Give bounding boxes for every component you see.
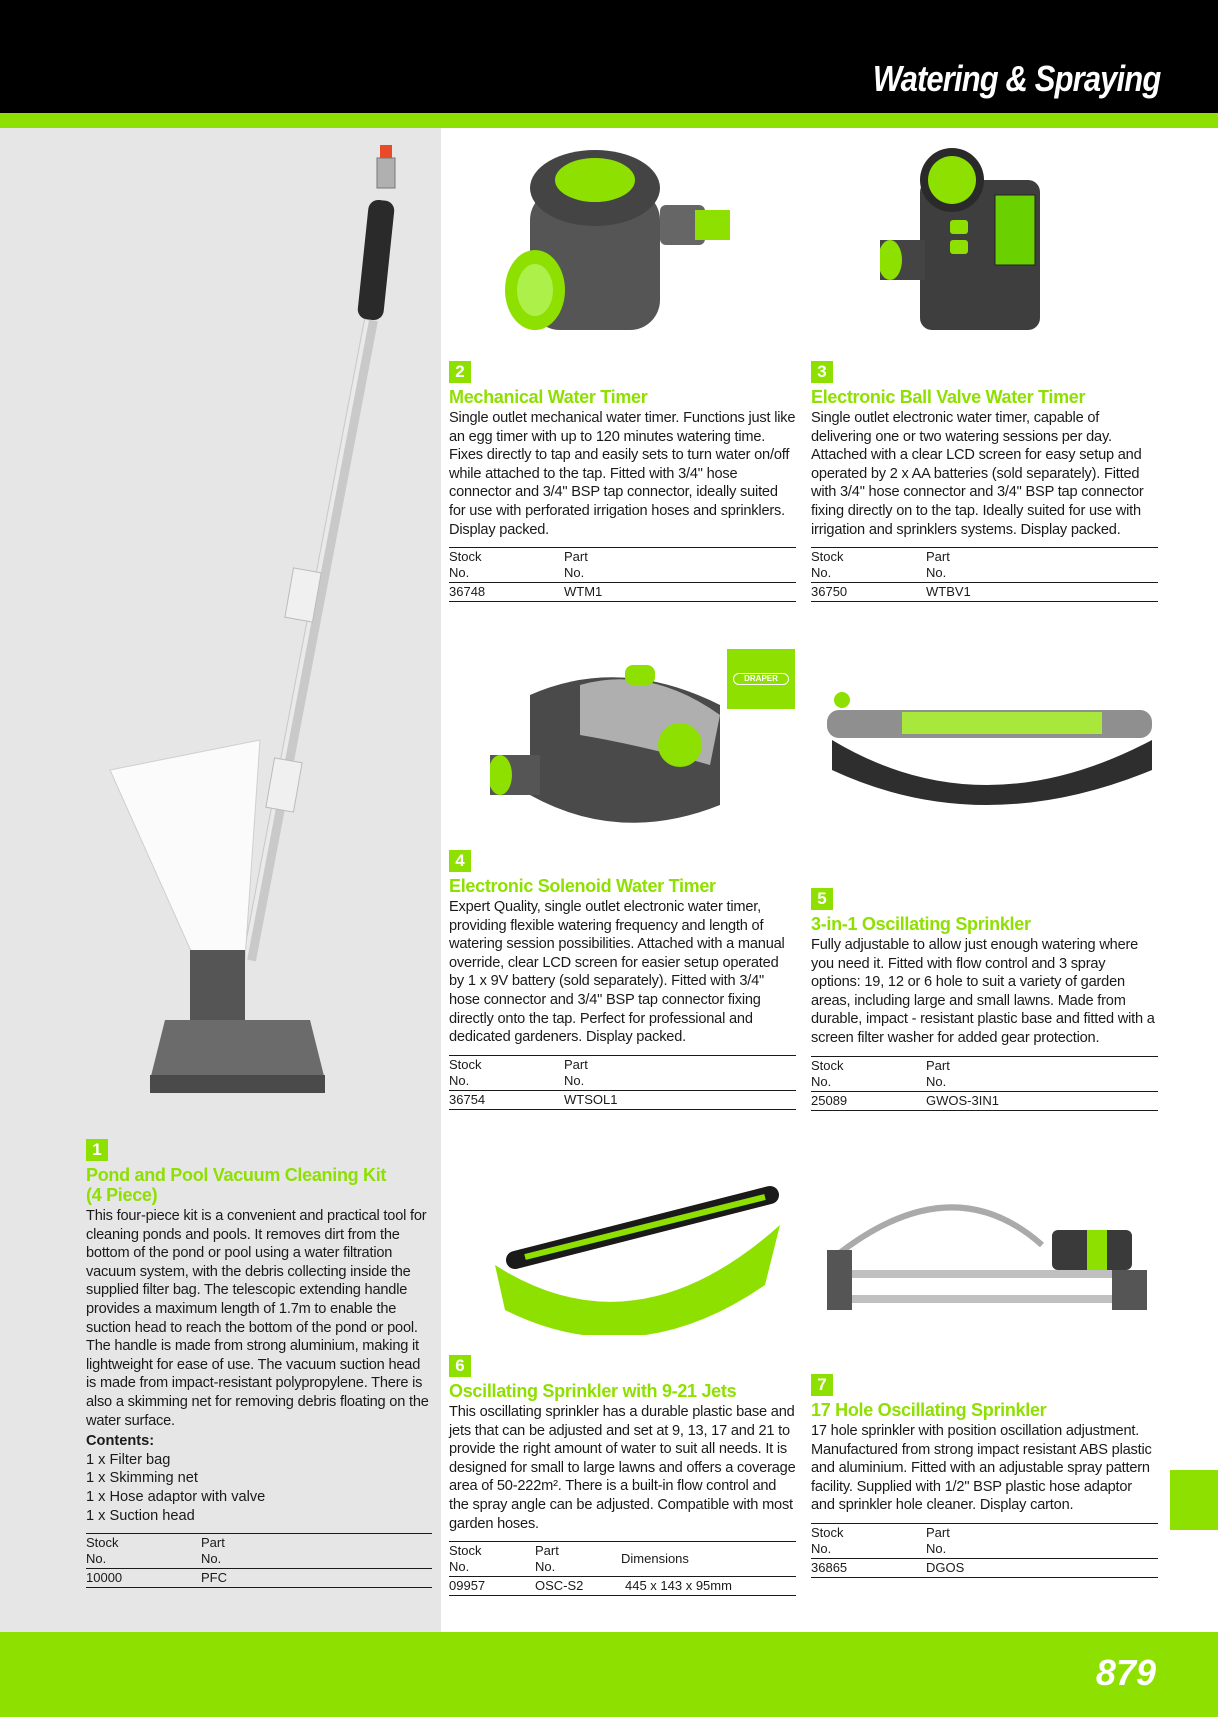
side-index-tab <box>1170 1470 1218 1530</box>
product-5 <box>811 888 1158 1111</box>
section-title: Watering & Spraying <box>872 58 1160 99</box>
product-title: 17 Hole Oscillating Sprinkler <box>811 1400 1047 1420</box>
product-title-line: Pond and Pool Vacuum Cleaning Kit <box>86 1165 387 1185</box>
three-in-one-sprinkler-image <box>812 680 1157 820</box>
product-description: Single outlet electronic water timer, capable of delivering one or two watering sessions per day. Attached with a clear LCD screen for easy setup and operated by 2 x AA batteries (sold separately). Fitted with 3/4" hose connector and 3/4" BSP tap connector fixing directly on to the tap. Ideally suited for use with irrigation and sprinklers systems. Display packed. <box>811 410 1144 538</box>
contents-item: 1 x Filter bag <box>86 1451 171 1468</box>
contents-item: 1 x Suction head <box>86 1507 195 1524</box>
jets-sprinkler-image <box>485 1175 785 1335</box>
product-title: Mechanical Water Timer <box>449 387 648 407</box>
stock-no: 25089 <box>811 1092 848 1108</box>
header-stripe <box>0 113 1218 128</box>
part-no: DGOS <box>926 1559 965 1575</box>
spec-table <box>811 1523 1158 1578</box>
part-header: Part No. <box>564 1056 588 1088</box>
page-number: 879 <box>1095 1652 1156 1693</box>
part-no: PFC <box>201 1570 227 1586</box>
product-6 <box>449 1355 796 1596</box>
table-row <box>86 1569 432 1588</box>
product-title-line: (4 Piece) <box>86 1185 158 1205</box>
spec-table <box>449 547 796 602</box>
product-description: This oscillating sprinkler has a durable plastic base and jets that can be adjusted and set at 9, 13, 17 and 21 to provide the right amount of water to suit all needs. It is designed for small to large lawns and offers a coverage area of 50-222m². There is a built-in flow control and the spray angle can be adjusted. Compatible with most garden hoses. <box>449 1404 796 1532</box>
part-no: OSC-S2 <box>535 1578 584 1594</box>
product-number-badge: 6 <box>449 1355 471 1377</box>
dimensions-header: Dimensions <box>621 1551 689 1567</box>
product-7 <box>811 1374 1158 1578</box>
seventeen-hole-sprinkler-image <box>812 1185 1157 1320</box>
product-description: Expert Quality, single outlet electronic water timer, providing flexible watering frequency and length of watering session possibilities. Attached with a manual override, clear LCD screen for easier setup operated by 1 x 9V battery (sold separately). Fitted with 3/4" hose connector and 3/4" BSP tap connector fixing directly onto the tap. Perfect for professional and dedicated gardeners. Display packed. <box>449 899 785 1046</box>
dimensions-value: 445 x 143 x 95mm <box>625 1578 732 1594</box>
stock-no: 09957 <box>449 1578 486 1594</box>
product-3 <box>811 361 1158 602</box>
table-row <box>811 583 1158 602</box>
stock-header: Stock No. <box>449 1056 482 1088</box>
product-number-badge: 3 <box>811 361 833 383</box>
contents-heading: Contents: <box>86 1433 155 1450</box>
product-description: This four-piece kit is a convenient and practical tool for cleaning ponds and pools. It removes dirt from the bottom of the pond or pool using a water filtration vacuum system, with the debris collecting inside the supplied filter bag. The telescopic extending handle provides a maximum length of 1.7m to enable the suction head to reach the bottom of the pond or pool. The handle is made from strong aluminium, making it lightweight for ease of use. The vacuum suction head is made from impact-resistant polypropylene. There is also a skimming net for removing debris floating on the water surface. <box>86 1208 429 1429</box>
spec-table <box>811 1056 1158 1111</box>
product-number-badge: 1 <box>86 1139 108 1161</box>
part-no: WTM1 <box>564 584 603 600</box>
product-description: Fully adjustable to allow just enough watering where you need it. Fitted with flow control and 3 spray options: 19, 12 or 6 hole to suit a variety of garden areas, including large and small lawns. Made from durable, impact - resistant plastic base and fitted with a screen filter washer for added gear protection. <box>811 937 1155 1046</box>
spec-table <box>811 547 1158 602</box>
draper-brand-label: DRAPER <box>733 673 789 685</box>
product-description: Single outlet mechanical water timer. Functions just like an egg timer with up to 120 minutes watering time. Fixes directly to tap and easily sets to turn water on/off while attached to the tap. Fitted with 3/4" hose connector and 3/4" BSP tap connector, ideally suited for use with perforated irrigation hoses and sprinklers. Display packed. <box>449 410 796 538</box>
draper-expert-badge <box>727 649 795 709</box>
ball-valve-timer-image <box>880 140 1060 350</box>
mechanical-timer-image <box>490 140 740 345</box>
part-header: Part No. <box>535 1543 559 1575</box>
part-no: WTBV1 <box>926 584 971 600</box>
product-description: 17 hole sprinkler with position oscillation adjustment. Manufactured from strong impact resistant ABS plastic and aluminium. Fitted with an adjustable spray pattern facility. Supplied with 1/2" BSP plastic hose adaptor and sprinkler hole cleaner. Display carton. <box>811 1423 1152 1514</box>
part-no: WTSOL1 <box>564 1091 618 1107</box>
product-number-badge: 4 <box>449 850 471 872</box>
stock-header: Stock No. <box>449 549 482 581</box>
stock-no: 36754 <box>449 1091 486 1107</box>
product-title: Electronic Solenoid Water Timer <box>449 876 716 896</box>
contents-list <box>86 1451 432 1525</box>
solenoid-timer-image <box>490 655 740 840</box>
contents-item: 1 x Hose adaptor with valve <box>86 1488 266 1505</box>
product-2 <box>449 361 796 602</box>
stock-no: 36865 <box>811 1559 848 1575</box>
stock-header: Stock No. <box>449 1543 482 1575</box>
product-title <box>86 1165 432 1205</box>
product-1 <box>86 1139 432 1588</box>
part-header: Part No. <box>564 549 588 581</box>
table-row <box>449 1577 796 1596</box>
table-row <box>449 1090 796 1109</box>
page-header <box>0 0 1218 113</box>
part-header: Part No. <box>201 1535 225 1567</box>
stock-header: Stock No. <box>86 1535 119 1567</box>
stock-header: Stock No. <box>811 1057 844 1089</box>
product-number-badge: 5 <box>811 888 833 910</box>
spec-table <box>449 1541 796 1596</box>
part-header: Part No. <box>926 549 950 581</box>
page-footer <box>0 1632 1218 1717</box>
product-number-badge: 7 <box>811 1374 833 1396</box>
part-header: Part No. <box>926 1524 950 1556</box>
product-title: 3-in-1 Oscillating Sprinkler <box>811 914 1031 934</box>
table-row <box>811 1091 1158 1110</box>
stock-header: Stock No. <box>811 549 844 581</box>
product-number-badge: 2 <box>449 361 471 383</box>
part-no: GWOS-3IN1 <box>926 1092 999 1108</box>
pond-vacuum-image <box>95 140 435 1110</box>
table-row <box>449 583 796 602</box>
product-title: Electronic Ball Valve Water Timer <box>811 387 1086 407</box>
stock-header: Stock No. <box>811 1524 844 1556</box>
stock-no: 36748 <box>449 584 486 600</box>
stock-no: 10000 <box>86 1570 123 1586</box>
product-title: Oscillating Sprinkler with 9-21 Jets <box>449 1381 737 1401</box>
spec-table <box>86 1533 432 1588</box>
spec-table <box>449 1055 796 1110</box>
product-4 <box>449 850 796 1110</box>
contents-item: 1 x Skimming net <box>86 1470 198 1487</box>
table-row <box>811 1558 1158 1577</box>
stock-no: 36750 <box>811 584 848 600</box>
part-header: Part No. <box>926 1057 950 1089</box>
